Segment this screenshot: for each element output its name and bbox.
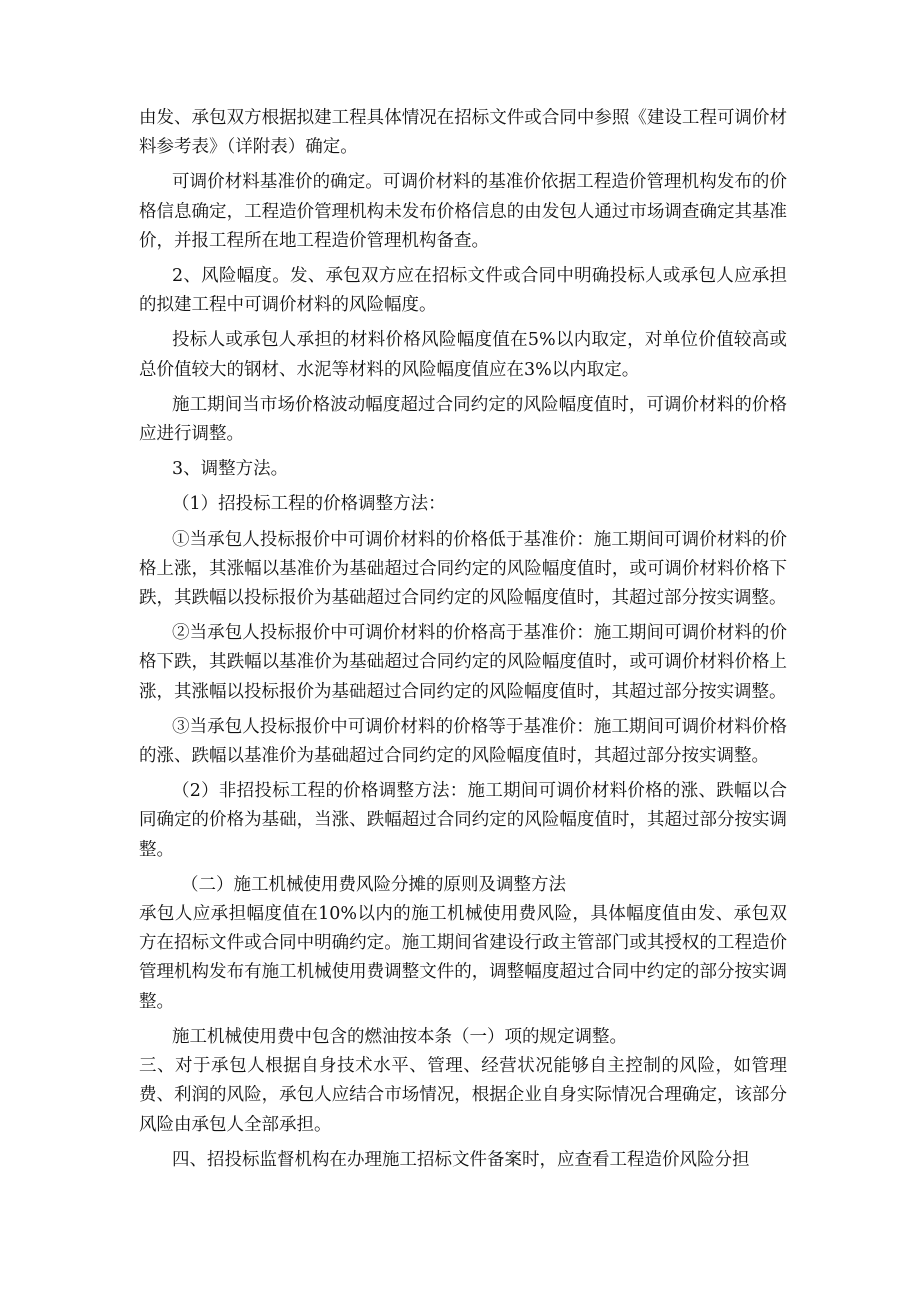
document-body	[139, 104, 787, 1175]
paragraph-case-higher: ②当承包人投标报价中可调价材料的价格高于基准价：施工期间可调价材料的价格下跌，其跌幅以基准价为基础超过合同约定的风险幅度值时，或可调价材料价格上涨，其涨幅以投标报价为基础超过合同约定的风险幅度值时，其超过部分按实调整。	[139, 623, 787, 702]
paragraph-fuel-adjust: 施工机械使用费中包含的燃油按本条（一）项的规定调整。	[172, 1026, 627, 1047]
paragraph-adjust-method-heading: 3、调整方法。	[172, 459, 289, 480]
paragraph-case-lower: ①当承包人投标报价中可调价材料的价格低于基准价：施工期间可调价材料的价格上涨，其涨幅以基准价为基础超过合同约定的风险幅度值时，或可调价材料价格下跌，其跌幅以投标报价为基础超过合同约定的风险幅度值时，其超过部分按实调整。	[139, 529, 787, 609]
paragraph-bidding-method-heading: （1）招投标工程的价格调整方法：	[172, 494, 446, 515]
paragraph-case-equal: ③当承包人投标报价中可调价材料的价格等于基准价：施工期间可调价材料价格的涨、跌幅以基准价为基础超过合同约定的风险幅度值时，其超过部分按实调整。	[139, 716, 787, 767]
paragraph-base-price: 可调价材料基准价的确定。可调价材料的基准价依据工程造价管理机构发布的价格信息确定，工程造价管理机构未发布价格信息的由发包人通过市场调查确定其基准价，并报工程所在地工程造价管理机构备查。	[139, 172, 787, 251]
paragraph-machinery-heading: （二）施工机械使用费风险分摊的原则及调整方法	[181, 874, 566, 895]
paragraph-machinery-risk: 承包人应承担幅度值在10%以内的施工机械使用费风险，具体幅度值由发、承包双方在招标文件或合同中明确约定。施工期间省建设行政主管部门或其授权的工程造价管理机构发布有施工机械使用费调整文件的，调整幅度超过合同中约定的部分按实调整。	[139, 904, 787, 1012]
paragraph-risk-range: 2、风险幅度。发、承包双方应在招标文件或合同中明确投标人或承包人应承担的拟建工程中可调价材料的风险幅度。	[139, 266, 787, 316]
paragraph-risk-value: 投标人或承包人承担的材料价格风险幅度值在5%以内取定，对单位价值较高或总价值较大的钢材、水泥等材料的风险幅度值应在3%以内取定。	[139, 330, 787, 380]
paragraph-section-four: 四、招投标监督机构在办理施工招标文件备案时，应查看工程造价风险分担	[172, 1149, 750, 1170]
paragraph-material-scope: 由发、承包双方根据拟建工程具体情况在招标文件或合同中参照《建设工程可调价材料参考表》（详附表）确定。	[139, 108, 787, 158]
paragraph-section-three: 三、对于承包人根据自身技术水平、管理、经营状况能够自主控制的风险，如管理费、利润的风险，承包人应结合市场情况，根据企业自身实际情况合理确定，该部分风险由承包人全部承担。	[139, 1056, 787, 1135]
paragraph-price-adjust: 施工期间当市场价格波动幅度超过合同约定的风险幅度值时，可调价材料的价格应进行调整。	[139, 394, 787, 445]
paragraph-non-bidding-method: （2）非招投标工程的价格调整方法：施工期间可调价材料价格的涨、跌幅以合同确定的价格为基础，当涨、跌幅超过合同约定的风险幅度值时，其超过部分按实调整。	[139, 781, 787, 860]
